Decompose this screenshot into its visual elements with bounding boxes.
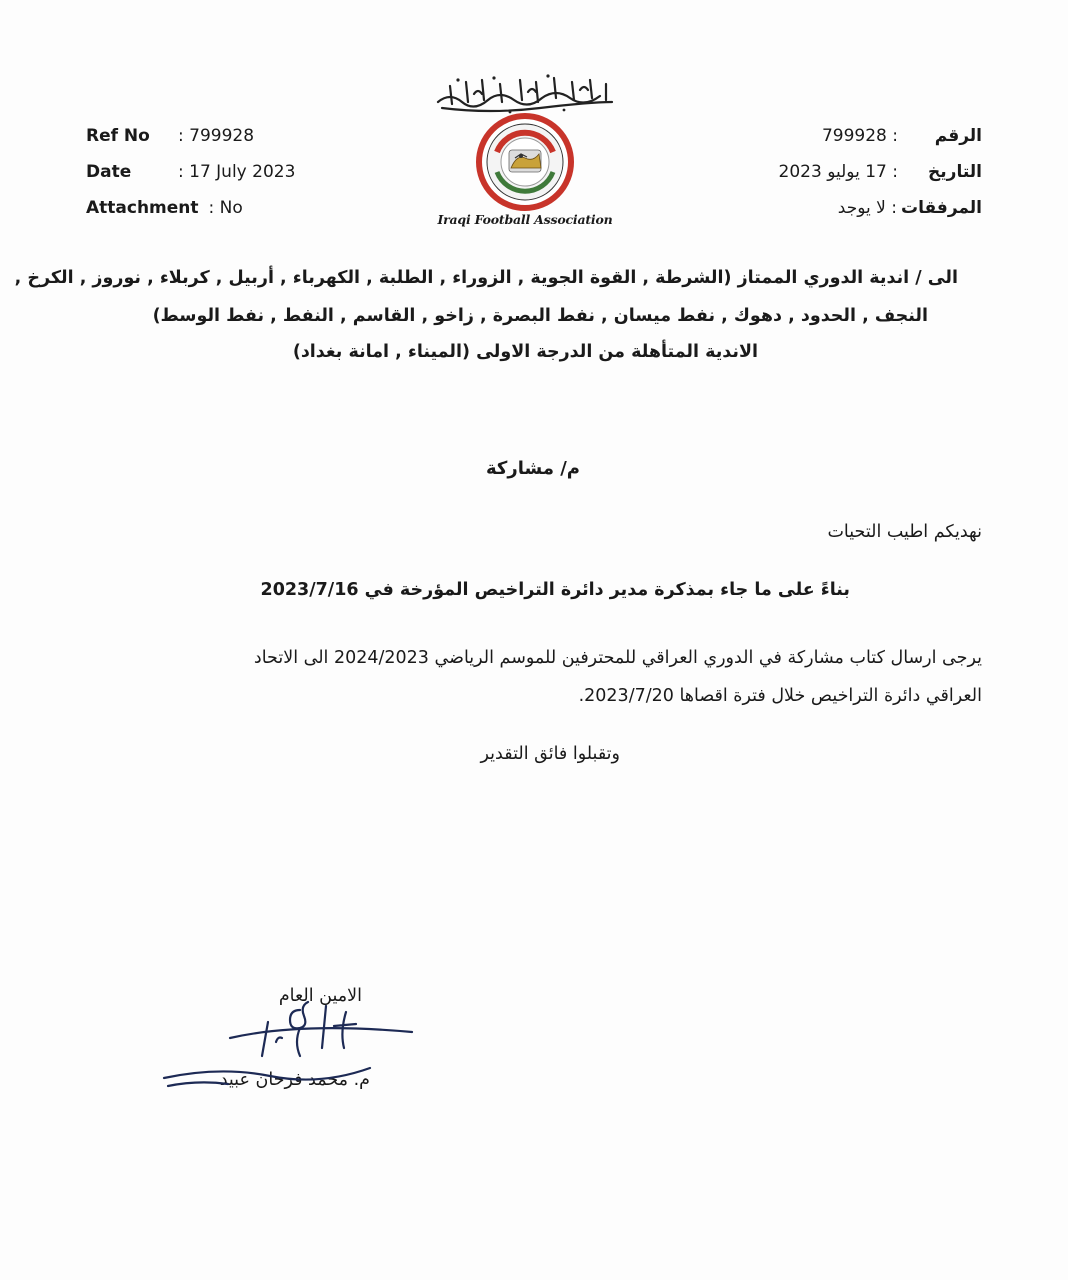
attachment-row-ar xyxy=(779,190,982,226)
ref-row-ar xyxy=(779,118,982,154)
date-label-ar: التاريخ xyxy=(928,162,982,182)
attachment-label: Attachment xyxy=(86,198,199,218)
greeting: نهديكم اطيب التحيات xyxy=(827,522,982,542)
addressee-line-1: الى / اندية الدوري الممتاز (الشرطة , القوة الجوية , الزوراء , الطلبة , الكهرباء , أربيل , كربلاء , نوروز , الكرخ , xyxy=(14,268,958,288)
signatory-name: م. محمد فرحان عبيد xyxy=(219,1070,370,1090)
seal-emblem xyxy=(473,112,577,212)
header-arabic xyxy=(779,118,982,226)
ref-label: Ref No xyxy=(86,126,150,146)
date-row-ar xyxy=(779,154,982,190)
attachment-value: : No xyxy=(208,198,243,218)
handwritten-signature xyxy=(150,982,420,1102)
ref-value: : 799928 xyxy=(178,126,255,146)
body-paragraph-1: بناءً على ما جاء بمذكرة مدير دائرة التراخيص المؤرخة في 2023/7/16 xyxy=(260,580,850,600)
association-name: Iraqi Football Association xyxy=(437,212,613,227)
header-english xyxy=(86,118,295,226)
date-value-ar: : 17 يوليو 2023 xyxy=(778,162,898,182)
addressee-line-3: الاندية المتأهلة من الدرجة الاولى (الميناء , امانة بغداد) xyxy=(292,342,758,362)
date-row xyxy=(86,154,295,190)
closing-line: وتقبلوا فائق التقدير xyxy=(480,744,620,764)
addressee-line-2: النجف , الحدود , دهوك , نفط ميسان , نفط البصرة , زاخو , القاسم , النفط , نفط الوسط) xyxy=(152,306,928,326)
signatory-title: الامين العام xyxy=(278,986,362,1006)
date-label: Date xyxy=(86,162,132,182)
ref-label-ar: الرقم xyxy=(934,126,982,146)
iraqi-football-association-logo xyxy=(430,72,620,234)
body-paragraph-2-line-2: العراقي دائرة التراخيص خلال فترة اقصاها 2023/7/20. xyxy=(578,686,982,706)
attachment-label-ar: المرفقات xyxy=(900,198,982,218)
ref-row xyxy=(86,118,295,154)
attachment-value-ar: : لا يوجد xyxy=(837,198,897,218)
attachment-row xyxy=(86,190,295,226)
date-value: : 17 July 2023 xyxy=(178,162,296,182)
subject-line: م/ مشاركة xyxy=(486,458,580,479)
calligraphy-banner xyxy=(430,72,620,116)
body-paragraph-2-line-1: يرجى ارسال كتاب مشاركة في الدوري العراقي للمحترفين للموسم الرياضي 2024/2023 الى الاتحاد xyxy=(253,648,982,668)
ref-value-ar: : 799928 xyxy=(821,126,898,146)
